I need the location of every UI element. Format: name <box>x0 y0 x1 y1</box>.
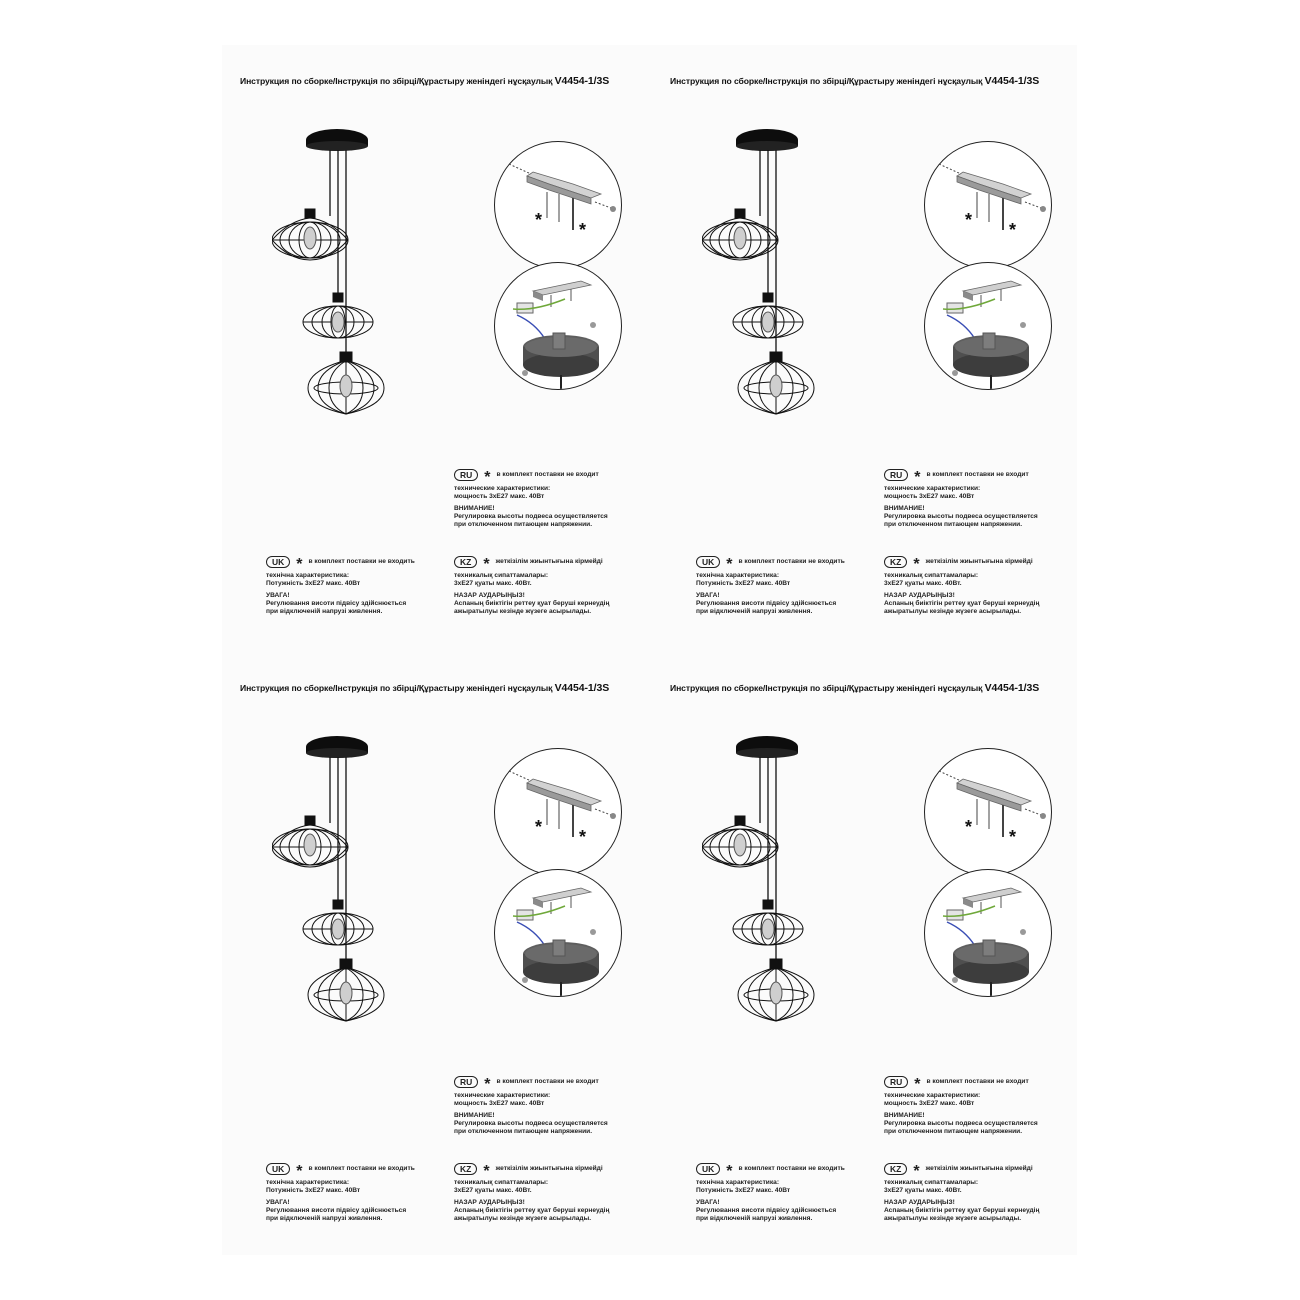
title-text: Инструкция по сборке/Інструкція по збірці/Құрастыру женіндегі нұсқаулық <box>670 683 985 693</box>
model-number: V4454-1/3S <box>984 75 1040 87</box>
lang-badge-ru: RU <box>884 1076 908 1088</box>
lang-badge-ru: RU <box>454 469 478 481</box>
bracket-mounting-diagram <box>924 748 1052 876</box>
not-included-kz: жеткізілім жиынтығына кірмейді <box>925 558 1033 565</box>
page-title <box>670 682 1039 694</box>
svg-text:*: * <box>535 817 543 837</box>
warning-line1-ru: Регулировка высоты подвеса осуществляется <box>454 513 608 520</box>
warning-line1-kz: Аспаның биіктігін реттеу қуат беруші кернеудің <box>454 1207 610 1214</box>
warning-line2-uk: при відключеній напрузі живлення. <box>266 608 383 615</box>
lang-badge-uk: UK <box>696 556 720 568</box>
bracket-mounting-diagram <box>924 141 1052 269</box>
warning-line2-uk: при відключеній напрузі живлення. <box>266 1215 383 1222</box>
text-block-ru <box>884 469 1038 529</box>
not-included-ru: в комплект поставки не входит <box>926 1078 1029 1085</box>
warning-line2-ru: при отключенном питающем напряжении. <box>454 521 593 528</box>
spec-value-kz: 3хE27 қуаты макс. 40Вт. <box>884 1187 962 1194</box>
asterisk-icon: * <box>914 469 921 486</box>
pendant-lamp-illustration <box>702 120 832 420</box>
svg-text:*: * <box>1009 220 1017 240</box>
pendant-lamp-illustration <box>702 727 832 1027</box>
asterisk-icon: * <box>296 556 303 573</box>
warning-line1-kz: Аспаның биіктігін реттеу қуат беруші кернеудің <box>884 600 1040 607</box>
title-text: Инструкция по сборке/Інструкція по збірці/Құрастыру женіндегі нұсқаулық <box>240 683 555 693</box>
not-included-uk: в комплект поставки не входить <box>308 558 415 565</box>
pendant-lamp-illustration <box>272 120 402 420</box>
spec-title-uk: технічна характеристика: <box>696 572 780 579</box>
wiring-connection-diagram <box>924 262 1052 390</box>
spec-title-uk: технічна характеристика: <box>696 1179 780 1186</box>
warning-title-uk: УВАГА! <box>696 592 720 599</box>
warning-line1-uk: Регулювання висоти підвісу здійснюється <box>266 600 407 607</box>
warning-line1-kz: Аспаның биіктігін реттеу қуат беруші кернеудің <box>884 1207 1040 1214</box>
warning-line1-uk: Регулювання висоти підвісу здійснюється <box>696 600 837 607</box>
warning-line1-ru: Регулировка высоты подвеса осуществляется <box>454 1120 608 1127</box>
instruction-panel <box>222 45 652 645</box>
title-text: Инструкция по сборке/Інструкція по збірці/Құрастыру женіндегі нұсқаулық <box>670 76 985 86</box>
page-title <box>670 75 1039 87</box>
warning-line2-kz: ажыратылуы кезінде жүзеге асырылады. <box>454 608 592 615</box>
not-included-ru: в комплект поставки не входит <box>496 471 599 478</box>
warning-title-kz: НАЗАР АУДАРЫҢЫЗ! <box>454 592 525 599</box>
text-block-ru <box>884 1076 1038 1136</box>
spec-title-kz: техникалық сипаттамалары: <box>454 1179 549 1186</box>
lang-badge-uk: UK <box>266 556 290 568</box>
warning-title-uk: УВАГА! <box>696 1199 720 1206</box>
text-block-uk <box>266 1163 415 1223</box>
warning-title-kz: НАЗАР АУДАРЫҢЫЗ! <box>884 1199 955 1206</box>
warning-title-ru: ВНИМАНИЕ! <box>884 1112 925 1119</box>
warning-line2-uk: при відключеній напрузі живлення. <box>696 1215 813 1222</box>
pendant-lamp-illustration <box>272 727 402 1027</box>
svg-text:*: * <box>965 210 973 230</box>
not-included-kz: жеткізілім жиынтығына кірмейді <box>925 1165 1033 1172</box>
not-included-kz: жеткізілім жиынтығына кірмейді <box>495 1165 603 1172</box>
title-text: Инструкция по сборке/Інструкція по збірці/Құрастыру женіндегі нұсқаулық <box>240 76 555 86</box>
lang-badge-kz: KZ <box>454 1163 477 1175</box>
text-block-kz <box>454 1163 609 1223</box>
lang-badge-kz: KZ <box>884 556 907 568</box>
not-included-ru: в комплект поставки не входит <box>496 1078 599 1085</box>
not-included-uk: в комплект поставки не входить <box>738 558 845 565</box>
svg-text:*: * <box>579 220 587 240</box>
lang-badge-uk: UK <box>266 1163 290 1175</box>
spec-title-uk: технічна характеристика: <box>266 1179 350 1186</box>
page-title <box>240 75 609 87</box>
warning-line1-kz: Аспаның биіктігін реттеу қуат беруші кернеудің <box>454 600 610 607</box>
not-included-ru: в комплект поставки не входит <box>926 471 1029 478</box>
asterisk-icon: * <box>914 1076 921 1093</box>
spec-value-ru: мощность 3хE27 макс. 40Вт <box>884 493 975 500</box>
warning-line2-kz: ажыратылуы кезінде жүзеге асырылады. <box>454 1215 592 1222</box>
svg-text:*: * <box>965 817 973 837</box>
warning-line2-uk: при відключеній напрузі живлення. <box>696 608 813 615</box>
text-block-kz <box>884 556 1039 616</box>
not-included-uk: в комплект поставки не входить <box>308 1165 415 1172</box>
warning-line2-ru: при отключенном питающем напряжении. <box>454 1128 593 1135</box>
bracket-mounting-diagram <box>494 141 622 269</box>
page-title <box>240 682 609 694</box>
spec-title-uk: технічна характеристика: <box>266 572 350 579</box>
asterisk-icon: * <box>483 556 490 573</box>
text-block-ru <box>454 1076 608 1136</box>
instruction-panel <box>652 45 1082 645</box>
warning-title-kz: НАЗАР АУДАРЫҢЫЗ! <box>454 1199 525 1206</box>
asterisk-icon: * <box>726 556 733 573</box>
warning-title-ru: ВНИМАНИЕ! <box>454 505 495 512</box>
asterisk-icon: * <box>296 1163 303 1180</box>
spec-title-ru: технические характеристики: <box>454 485 551 492</box>
asterisk-icon: * <box>484 469 491 486</box>
model-number: V4454-1/3S <box>554 682 610 694</box>
lang-badge-uk: UK <box>696 1163 720 1175</box>
warning-line2-ru: при отключенном питающем напряжении. <box>884 1128 1023 1135</box>
spec-value-uk: Потужність 3хE27 макс. 40Вт <box>696 580 791 587</box>
spec-title-kz: техникалық сипаттамалары: <box>454 572 549 579</box>
spec-value-ru: мощность 3хE27 макс. 40Вт <box>884 1100 975 1107</box>
spec-title-ru: технические характеристики: <box>454 1092 551 1099</box>
text-block-uk <box>696 556 845 616</box>
model-number: V4454-1/3S <box>554 75 610 87</box>
model-number: V4454-1/3S <box>984 682 1040 694</box>
spec-value-kz: 3хE27 қуаты макс. 40Вт. <box>454 580 532 587</box>
not-included-kz: жеткізілім жиынтығына кірмейді <box>495 558 603 565</box>
wiring-connection-diagram <box>924 869 1052 997</box>
warning-line2-ru: при отключенном питающем напряжении. <box>884 521 1023 528</box>
warning-line1-ru: Регулировка высоты подвеса осуществляется <box>884 513 1038 520</box>
bracket-mounting-diagram <box>494 748 622 876</box>
wiring-connection-diagram <box>494 869 622 997</box>
asterisk-icon: * <box>913 1163 920 1180</box>
spec-value-kz: 3хE27 қуаты макс. 40Вт. <box>454 1187 532 1194</box>
svg-text:*: * <box>579 827 587 847</box>
asterisk-icon: * <box>483 1163 490 1180</box>
warning-title-uk: УВАГА! <box>266 592 290 599</box>
lang-badge-kz: KZ <box>884 1163 907 1175</box>
spec-title-kz: техникалық сипаттамалары: <box>884 572 979 579</box>
spec-title-ru: технические характеристики: <box>884 1092 981 1099</box>
text-block-uk <box>696 1163 845 1223</box>
spec-value-uk: Потужність 3хE27 макс. 40Вт <box>266 1187 361 1194</box>
warning-line2-kz: ажыратылуы кезінде жүзеге асырылады. <box>884 608 1022 615</box>
warning-line2-kz: ажыратылуы кезінде жүзеге асырылады. <box>884 1215 1022 1222</box>
text-block-uk <box>266 556 415 616</box>
spec-title-ru: технические характеристики: <box>884 485 981 492</box>
instruction-panel <box>222 652 652 1252</box>
spec-value-ru: мощность 3хE27 макс. 40Вт <box>454 1100 545 1107</box>
lang-badge-ru: RU <box>454 1076 478 1088</box>
instruction-panel <box>652 652 1082 1252</box>
spec-value-uk: Потужність 3хE27 макс. 40Вт <box>696 1187 791 1194</box>
lang-badge-kz: KZ <box>454 556 477 568</box>
spec-value-kz: 3хE27 қуаты макс. 40Вт. <box>884 580 962 587</box>
asterisk-icon: * <box>484 1076 491 1093</box>
warning-title-ru: ВНИМАНИЕ! <box>884 505 925 512</box>
warning-title-uk: УВАГА! <box>266 1199 290 1206</box>
lang-badge-ru: RU <box>884 469 908 481</box>
spec-value-uk: Потужність 3хE27 макс. 40Вт <box>266 580 361 587</box>
warning-line1-uk: Регулювання висоти підвісу здійснюється <box>696 1207 837 1214</box>
spec-title-kz: техникалық сипаттамалары: <box>884 1179 979 1186</box>
warning-line1-ru: Регулировка высоты подвеса осуществляется <box>884 1120 1038 1127</box>
spec-value-ru: мощность 3хE27 макс. 40Вт <box>454 493 545 500</box>
wiring-connection-diagram <box>494 262 622 390</box>
text-block-ru <box>454 469 608 529</box>
asterisk-icon: * <box>913 556 920 573</box>
svg-text:*: * <box>1009 827 1017 847</box>
warning-title-ru: ВНИМАНИЕ! <box>454 1112 495 1119</box>
warning-title-kz: НАЗАР АУДАРЫҢЫЗ! <box>884 592 955 599</box>
svg-text:*: * <box>535 210 543 230</box>
not-included-uk: в комплект поставки не входить <box>738 1165 845 1172</box>
text-block-kz <box>884 1163 1039 1223</box>
text-block-kz <box>454 556 609 616</box>
asterisk-icon: * <box>726 1163 733 1180</box>
warning-line1-uk: Регулювання висоти підвісу здійснюється <box>266 1207 407 1214</box>
